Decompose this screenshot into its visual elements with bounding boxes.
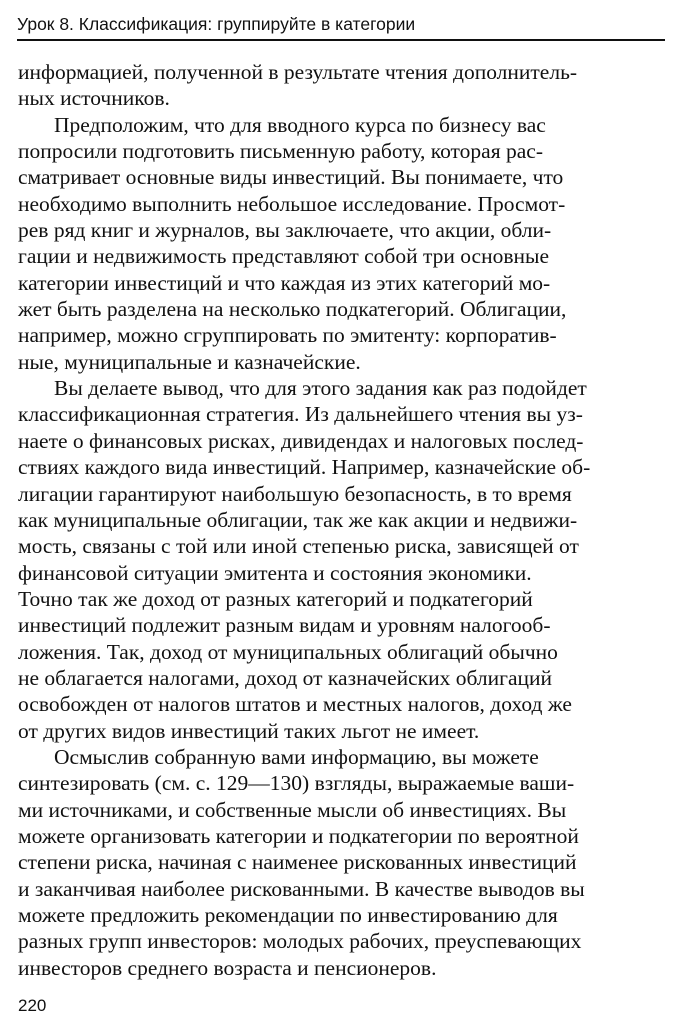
text-line: инвесторов среднего возраста и пенсионеров. [18,955,437,980]
paragraph-continuation [18,59,666,112]
text-line: ные, муниципальные и казначейские. [18,349,361,374]
text-line: информацией, полученной в результате чтения дополнитель- [18,60,578,84]
text-line: гации и недвижимость представляют собой три основные [18,244,549,269]
text-line: классификационная стратегия. Из дальнейшего чтения вы уз- [18,402,583,427]
text-line: ми источниками, и собственные мысли об инвестициях. Вы [18,797,567,822]
running-header: Урок 8. Классификация: группируйте в категории [17,14,416,34]
text-line: можете предложить рекомендации по инвестированию для [18,903,558,927]
header-rule [17,39,665,41]
text-line: можете организовать категории и подкатегории по вероятной [18,823,579,848]
text-line: например, можно сгруппировать по эмитенту: корпоратив- [18,323,557,348]
text-line: сматривает основные виды инвестиций. Вы понимаете, что [18,165,564,190]
text-line: ных источников. [18,86,170,111]
text-line: жет быть разделена на несколько подкатегорий. Облигации, [18,297,567,322]
text-line: степени риска, начиная с наименее рискованных инвестиций [18,850,577,875]
text-line: финансовой ситуации эмитента и состояния экономики. [18,560,532,585]
paragraph [18,375,666,744]
text-line: попросили подготовить письменную работу, которая рас- [18,139,543,164]
text-line: не облагается налогами, доход от казначейских облигаций [18,665,553,690]
body-text [18,59,666,981]
text-line: от других видов инвестиций таких льгот не имеет. [18,718,480,743]
text-line: Точно так же доход от разных категорий и подкатегорий [18,586,533,611]
text-line: Осмыслив собранную вами информацию, вы можете [54,744,539,769]
text-line: рев ряд книг и журналов, вы заключаете, что акции, обли- [18,218,552,243]
text-line: и заканчивая наиболее рискованными. В качестве выводов вы [18,876,585,901]
text-line: синтезировать (см. с. 129—130) взгляды, выражаемые ваши- [18,771,575,796]
text-line: разных групп инвесторов: молодых рабочих, преуспевающих [18,929,582,954]
text-line: мость, связаны с той или иной степенью риска, зависящей от [18,534,579,559]
text-line: инвестиций подлежит разным видам и уровням налогооб- [18,613,551,638]
paragraph [18,744,666,981]
text-line: ствиях каждого вида инвестиций. Например, казначейские об- [18,455,591,480]
text-line: освобожден от налогов штатов и местных налогов, доход же [18,692,572,717]
text-line: Вы делаете вывод, что для этого задания как раз подойдет [54,376,587,401]
text-line: Предположим, что для вводного курса по бизнесу вас [54,112,546,137]
text-line: ложения. Так, доход от муниципальных облигаций обычно [18,639,558,664]
text-line: наете о финансовых рисках, дивидендах и налоговых послед- [18,428,584,453]
page-number: 220 [18,996,47,1015]
text-line: лигации гарантируют наибольшую безопасность, в то время [18,481,572,506]
paragraph [18,112,666,375]
text-line: необходимо выполнить небольшое исследование. Просмот- [18,191,566,216]
text-line: как муниципальные облигации, так же как акции и недвижи- [18,507,578,532]
text-line: категории инвестиций и что каждая из этих категорий мо- [18,270,551,295]
